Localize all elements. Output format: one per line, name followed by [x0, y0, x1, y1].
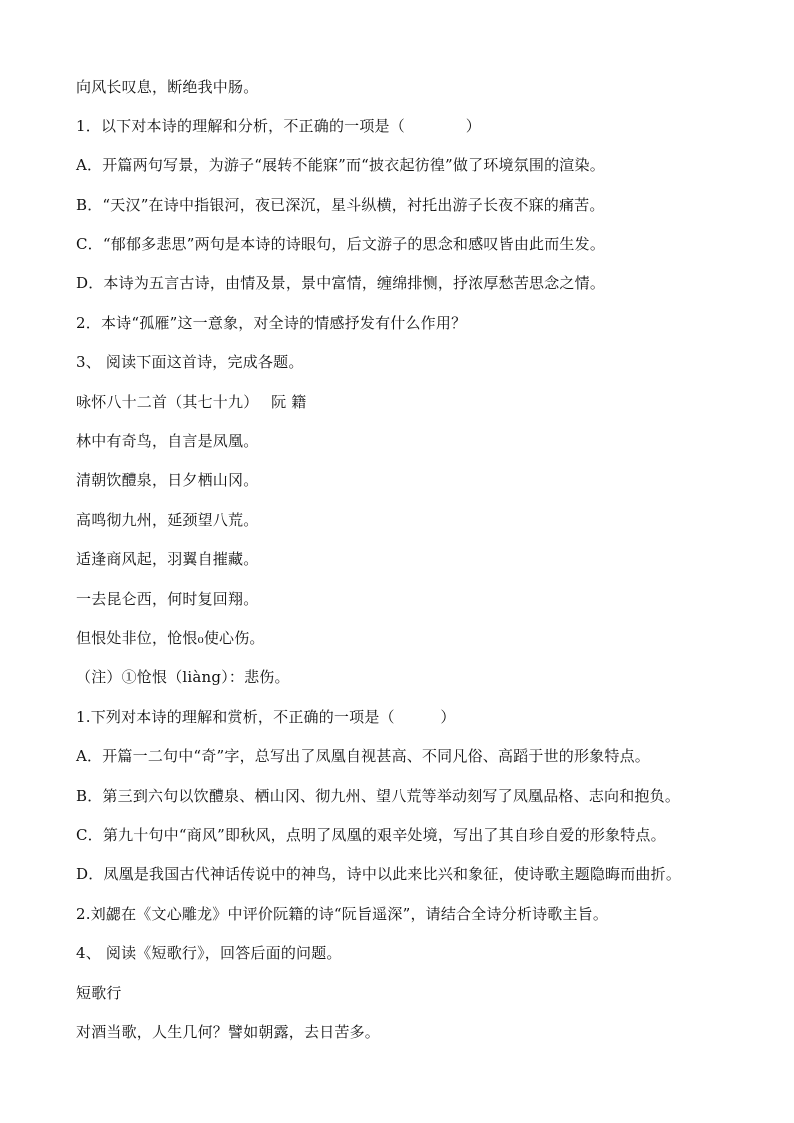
question-1-option-d: D．本诗为五言古诗，由情及景，景中富情，缠绵排恻，抒浓厚愁苦思念之情。: [76, 274, 606, 292]
section-3-option-a: A．开篇一二句中“奇”字，总写出了凤凰自视甚高、不同凡俗、高蹈于世的形象特点。: [76, 747, 650, 765]
question-1-option-b: B．“天汉”在诗中指银河，夜已深沉，星斗纵横，衬托出游子长夜不寐的痛苦。: [76, 196, 605, 214]
section-3-heading: 3、 阅读下面这首诗，完成各题。: [76, 353, 304, 371]
poem-line-closing: 向风长叹息，断绝我中肠。: [76, 78, 259, 96]
section-3-option-d: D．凤凰是我国古代神话传说中的神鸟，诗中以此来比兴和象征，使诗歌主题隐晦而曲折。: [76, 865, 682, 883]
poem-line-5: 一去昆仑西，何时复回翔。: [76, 590, 259, 608]
duan-ge-xing-line-1: 对酒当歌，人生几何？譬如朝露，去日苦多。: [76, 1023, 381, 1041]
poem-line-3: 高鸣彻九州，延颈望八荒。: [76, 511, 259, 529]
section-3-question-1-stem: 1.下列对本诗的理解和赏析，不正确的一项是（ ）: [76, 708, 456, 726]
question-1-stem: 1．以下对本诗的理解和分析，不正确的一项是（ ）: [76, 117, 481, 135]
poem-line-4: 适逢商风起，羽翼自摧藏。: [76, 550, 259, 568]
section-4-heading: 4、 阅读《短歌行》，回答后面的问题。: [76, 944, 342, 962]
poem-title-author: 咏怀八十二首（其七十九） 阮 籍: [76, 393, 307, 411]
section-3-option-c: C．第九十句中“商风”即秋风，点明了凤凰的艰辛处境，写出了其自珍自爱的形象特点。: [76, 826, 666, 844]
question-2-stem: 2．本诗“孤雁”这一意象，对全诗的情感抒发有什么作用？: [76, 314, 467, 332]
section-3-option-b: B．第三到六句以饮醴泉、栖山冈、彻九州、望八荒等举动刻写了凤凰品格、志向和抱负。: [76, 787, 681, 805]
poem-title-duan-ge-xing: 短歌行: [76, 984, 122, 1002]
poem-line-2: 清朝饮醴泉，日夕栖山冈。: [76, 471, 259, 489]
question-1-option-a: A．开篇两句写景，为游子“展转不能寐”而“披衣起彷徨”做了环境氛围的渲染。: [76, 156, 605, 174]
question-1-option-c: C．“郁郁多悲思”两句是本诗的诗眼句，后文游子的思念和感叹皆由此而生发。: [76, 235, 606, 253]
section-3-question-2-stem: 2.刘勰在《文心雕龙》中评价阮籍的诗“阮旨遥深”，请结合全诗分析诗歌主旨。: [76, 905, 609, 923]
poem-line-6: 但恨处非位，怆恨₀使心伤。: [76, 629, 265, 647]
poem-annotation: （注）①怆恨（liàng）：悲伤。: [76, 668, 290, 686]
poem-line-1: 林中有奇鸟，自言是凤凰。: [76, 432, 259, 450]
